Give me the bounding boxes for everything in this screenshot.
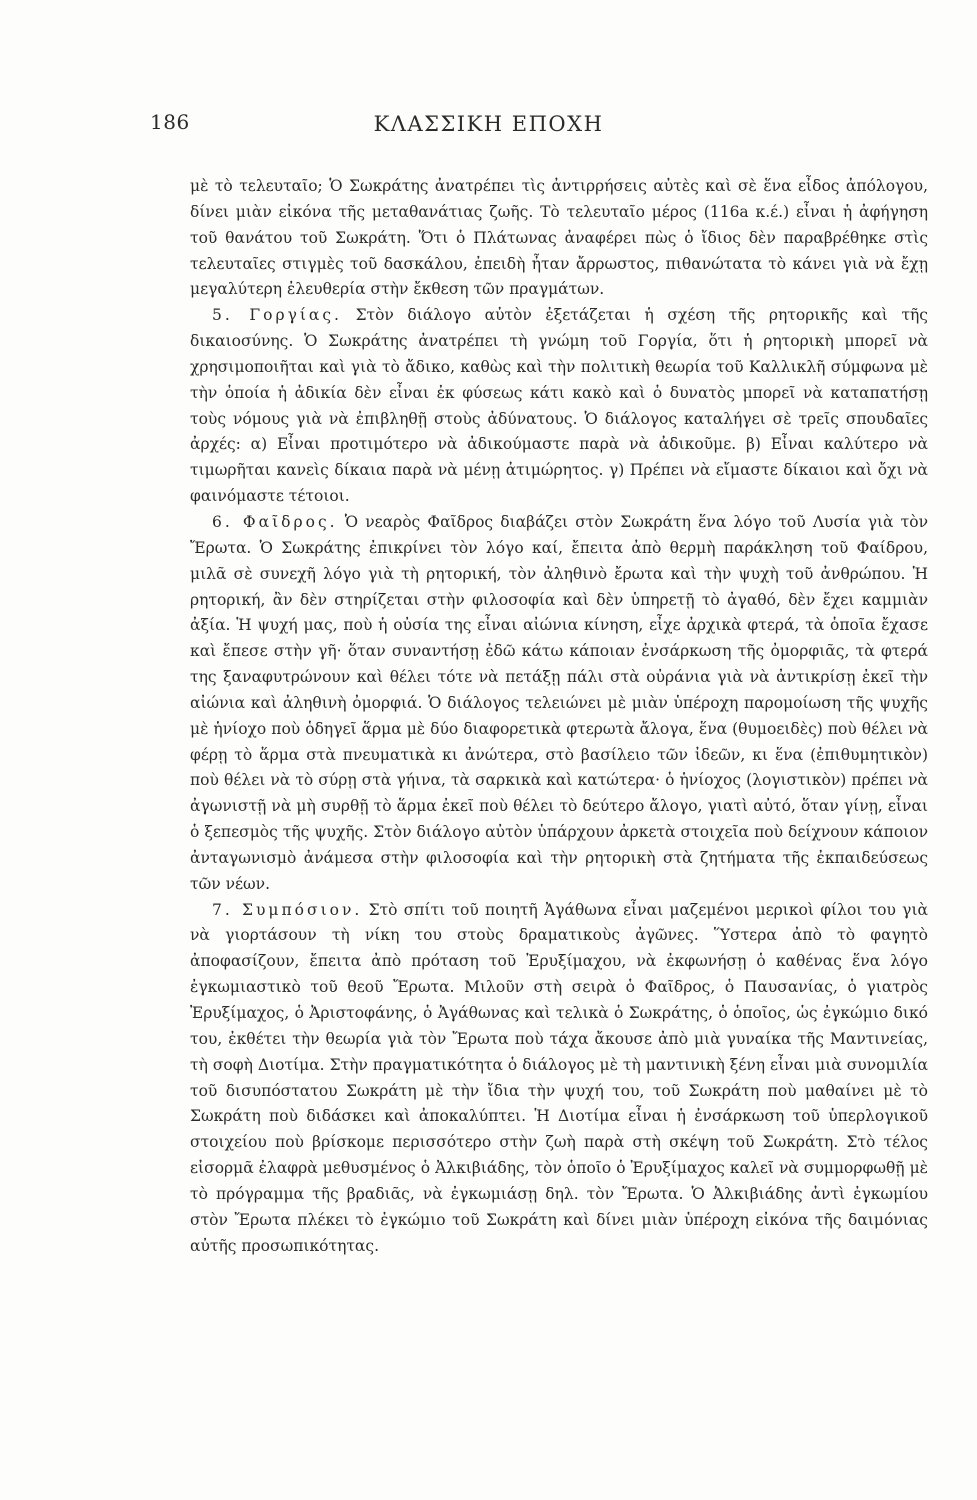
paragraph-text: Ὁ νεαρὸς Φαῖδρος διαβάζει στὸν Σωκράτη ἕνα λόγο τοῦ Λυσία γιὰ τὸν Ἔρωτα. Ὁ Σωκράτης ἐπικρίνει τὸν λόγο καί, ἔπειτα ἀπὸ θερμὴ παράκληση τοῦ Φαίδρου, μιλᾶ σὲ συνεχῆ λόγο γιὰ τὴ ρητορική, τὸν ἀληθινὸ ἔρωτα καὶ τὴν ψυχὴ τοῦ ἀνθρώπου. Ἡ ρητορική, ἂν δὲν στηρίζεται στὴν φιλοσοφία καὶ δὲν ὑπηρετῇ τὸ ἀγαθό, δὲν ἔχει καμμιὰν ἀξία. Ἡ ψυχή μας, ποὺ ἡ οὐσία της εἶναι αἰώνια κίνηση, εἶχε ἀρχικὰ φτερά, τὰ ὁποῖα ἔχασε καὶ ἔπεσε στὴν γῆ· ὅταν συναντήσῃ ἐδῶ κάτω κάποιαν ἐνσάρκωση τῆς ὀμορφιᾶς, τὰ φτερά της ξαναφυτρώνουν καὶ θέλει τότε νὰ πετάξῃ πάλι στὰ οὐράνια γιὰ νὰ ἀντικρίσῃ ἐκεῖ τὴν αἰώνια καὶ ἀληθινὴ ὀμορφιά. Ὁ διάλογος τελειώνει μὲ μιὰν ὑπέροχη παρομοίωση τῆς ψυχῆς μὲ ἡνίοχο ποὺ ὁδηγεῖ ἅρμα μὲ δύο διαφορετικὰ φτερωτὰ ἄλογα, ἕνα (θυμοειδὲς) ποὺ θέλει νὰ φέρῃ τὸ ἅρμα στὰ πνευματικὰ κι ἀνώτερα, στὸ βασίλειο τῶν ἰδεῶν, κι ἕνα (ἐπιθυμητικὸν) ποὺ θέλει νὰ τὸ σύρῃ στὰ γήινα, τὰ σαρκικὰ καὶ κατώτερα· ὁ ἡνίοχος (λογιστικὸν) πρέπει νὰ ἀγωνιστῇ νὰ μὴ συρθῇ τὸ ἅρμα ἐκεῖ ποὺ θέλει τὸ δεύτερο ἄλογο, γιατὶ αὐτό, ὅταν γίνῃ, εἶναι ὁ ξεπεσμὸς τῆς ψυχῆς. Στὸν διάλογο αὐτὸν ὑπάρχουν ἀρκετὰ στοιχεῖα ποὺ δείχνουν κάποιον ἀνταγωνισμὸ ἀνάμεσα στὴν φιλοσοφία καὶ τὴν ρητορικὴ στὰ ζητήματα τῆς ἐκπαιδεύσεως τῶν νέων. <box>190 512 928 893</box>
section-heading-gorgias: 5. Γοργίας. <box>212 306 342 325</box>
paragraph-text: Στὸ σπίτι τοῦ ποιητῆ Ἀγάθωνα εἶναι μαζεμένοι μερικοὶ φίλοι του γιὰ νὰ γιορτάσουν τὴ νίκη του στοὺς δραματικοὺς ἀγῶνες. Ὕστερα ἀπὸ τὸ φαγητὸ ἀποφασίζουν, ἔπειτα ἀπὸ πρόταση τοῦ Ἐρυξίμαχου, νὰ ἐκφωνήσῃ ὁ καθένας ἕνα λόγο ἐγκωμιαστικὸ τοῦ θεοῦ Ἔρωτα. Μιλοῦν στὴ σειρὰ ὁ Φαῖδρος, ὁ Παυσανίας, ὁ γιατρὸς Ἐρυξίμαχος, ὁ Ἀριστοφάνης, ὁ Ἀγάθωνας καὶ τελικὰ ὁ Σωκράτης, ὁ ὁποῖος, ὡς ἐγκώμιο δικό του, ἐκθέτει τὴν θεωρία γιὰ τὸν Ἔρωτα ποὺ τάχα ἄκουσε ἀπὸ μιὰ γυναίκα τῆς Μαντινείας, τὴ σοφὴ Διοτίμα. Στὴν πραγματικότητα ὁ διάλογος μὲ τὴ μαντινικὴ ξένη εἶναι μιὰ συνομιλία τοῦ δισυπόστατου Σωκράτη μὲ τὴν ἴδια τὴν ψυχή του, τοῦ Σωκράτη ποὺ μαθαίνει μὲ τὸ Σωκράτη ποὺ διδάσκει καὶ ἀποκαλύπτει. Ἡ Διοτίμα εἶναι ἡ ἐνσάρκωση τοῦ ὑπερλογικοῦ στοιχείου ποὺ βρίσκομε περισσότερο στὴν ζωὴ παρὰ στὴ σκέψη τοῦ Σωκράτη. Στὸ τέλος εἰσορμᾶ ἐλαφρὰ μεθυσμένος ὁ Ἀλκιβιάδης, τὸν ὁποῖο ὁ Ἐρυξίμαχος καλεῖ νὰ συμμορφωθῇ μὲ τὸ πρόγραμμα τῆς βραδιᾶς, νὰ ἐγκωμιάσῃ δηλ. τὸν Ἔρωτα. Ὁ Ἀλκιβιάδης ἀντὶ ἐγκωμίου στὸν Ἔρωτα πλέκει τὸ ἐγκώμιο τοῦ Σωκράτη καὶ δίνει μιὰν ὑπέροχη εἰκόνα τῆς δαιμόνιας αὐτῆς προσωπικότητας. <box>190 900 928 1255</box>
body-text <box>190 174 928 1259</box>
paragraph-phaedo-end <box>190 174 928 303</box>
section-heading-symposium: 7. Συμπόσιον. <box>212 900 363 919</box>
paragraph-phaedrus <box>190 510 928 898</box>
section-heading-phaedrus: 6. Φαῖδρος. <box>212 512 338 531</box>
page-number: 186 <box>150 110 190 134</box>
paragraph-text: Στὸν διάλογο αὐτὸν ἐξετάζεται ἡ σχέση τῆς ρητορικῆς καὶ τῆς δικαιοσύνης. Ὁ Σωκράτης ἀνατρέπει τὴ γνώμη τοῦ Γοργία, ὅτι ἡ ρητορικὴ μπορεῖ νὰ χρησιμοποιῆται καὶ γιὰ τὸ ἄδικο, καθὼς καὶ τὴν πολιτικὴ θεωρία τοῦ Καλλικλῆ σύμφωνα μὲ τὴν ὁποία ἡ ἀδικία δὲν εἶναι ἐκ φύσεως κάτι κακὸ καὶ ὁ δυνατὸς μπορεῖ νὰ καταπατήσῃ τοὺς νόμους γιὰ νὰ ἐπιβληθῇ στοὺς ἀδύνατους. Ὁ διάλογος καταλήγει σὲ τρεῖς σπουδαῖες ἀρχές: α) Εἶναι προτιμότερο νὰ ἀδικούμαστε παρὰ νὰ ἀδικοῦμε. β) Εἶναι καλύτερο νὰ τιμωρῆται κανεὶς δίκαια παρὰ νὰ μένῃ ἀτιμώρητος. γ) Πρέπει νὰ εἴμαστε δίκαιοι καὶ ὄχι νὰ φαινόμαστε τέτοιοι. <box>190 306 928 506</box>
paragraph-gorgias <box>190 303 928 510</box>
running-head: ΚΛΑΣΣΙΚΗ ΕΠΟΧΗ <box>373 112 604 136</box>
paragraph-symposium <box>190 898 928 1260</box>
paragraph-text: μὲ τὸ τελευταῖο; Ὁ Σωκράτης ἀνατρέπει τὶς ἀντιρρήσεις αὐτὲς καὶ σὲ ἕνα εἶδος ἀπόλογου, δίνει μιὰν εἰκόνα τῆς μεταθανάτιας ζωῆς. Τὸ τελευταῖο μέρος (116a κ.έ.) εἶναι ἡ ἀφήγηση τοῦ θανάτου τοῦ Σωκράτη. Ὅτι ὁ Πλάτωνας ἀναφέρει πὼς ὁ ἴδιος δὲν παραβρέθηκε στὶς τελευταῖες στιγμὲς τοῦ δασκάλου, ἐπειδὴ ἦταν ἄρρωστος, πιθανώτατα τὸ κάνει γιὰ νὰ ἔχῃ μεγαλύτερη ἐλευθερία στὴν ἔκθεση τῶν πραγμάτων. <box>190 177 928 299</box>
